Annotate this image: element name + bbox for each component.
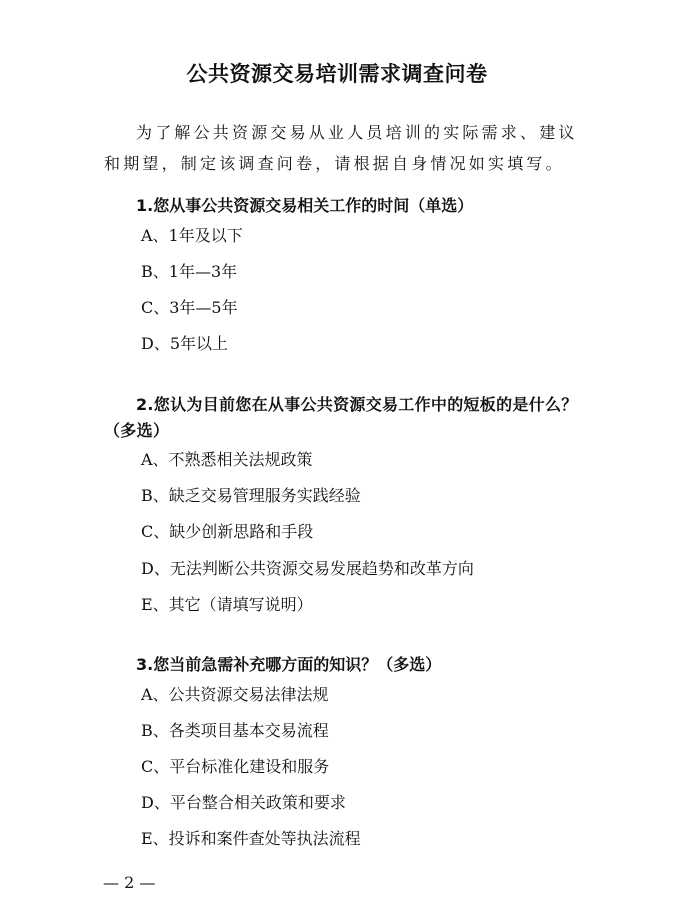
page-number: — 2 — (103, 873, 156, 892)
question-1-option-c: C、3年—5年 (141, 298, 238, 317)
question-3-option-d: D、平台整合相关政策和要求 (141, 793, 346, 812)
question-3: 3.您当前急需补充哪方面的知识？（多选） (136, 655, 442, 674)
question-3-option-a: A、公共资源交易法律法规 (141, 685, 329, 704)
page-title: 公共资源交易培训需求调查问卷 (186, 62, 488, 86)
question-2-option-e: E、其它（请填写说明） (141, 595, 313, 614)
question-3-option-e: E、投诉和案件查处等执法流程 (141, 829, 361, 848)
question-1-option-d: D、5年以上 (141, 334, 229, 353)
question-3-option-b: B、各类项目基本交易流程 (141, 721, 329, 740)
question-1: 1.您从事公共资源交易相关工作的时间（单选） (136, 196, 474, 215)
question-2-option-a: A、不熟悉相关法规政策 (141, 450, 313, 469)
question-2-option-c: C、缺少创新思路和手段 (141, 522, 314, 541)
question-2-option-d: D、无法判断公共资源交易发展趋势和改革方向 (141, 559, 474, 578)
question-2: 2.您认为目前您在从事公共资源交易工作中的短板的是什么？（多选） (104, 395, 578, 440)
question-2-option-b: B、缺乏交易管理服务实践经验 (141, 486, 361, 505)
question-3-option-c: C、平台标准化建设和服务 (141, 757, 330, 776)
intro-paragraph: 为了解公共资源交易从业人员培训的实际需求、建议和期望，制定该调查问卷，请根据自身情况如实填写。 (104, 123, 578, 173)
question-1-option-b: B、1年—3年 (141, 262, 238, 281)
question-1-option-a: A、1年及以下 (141, 226, 243, 245)
